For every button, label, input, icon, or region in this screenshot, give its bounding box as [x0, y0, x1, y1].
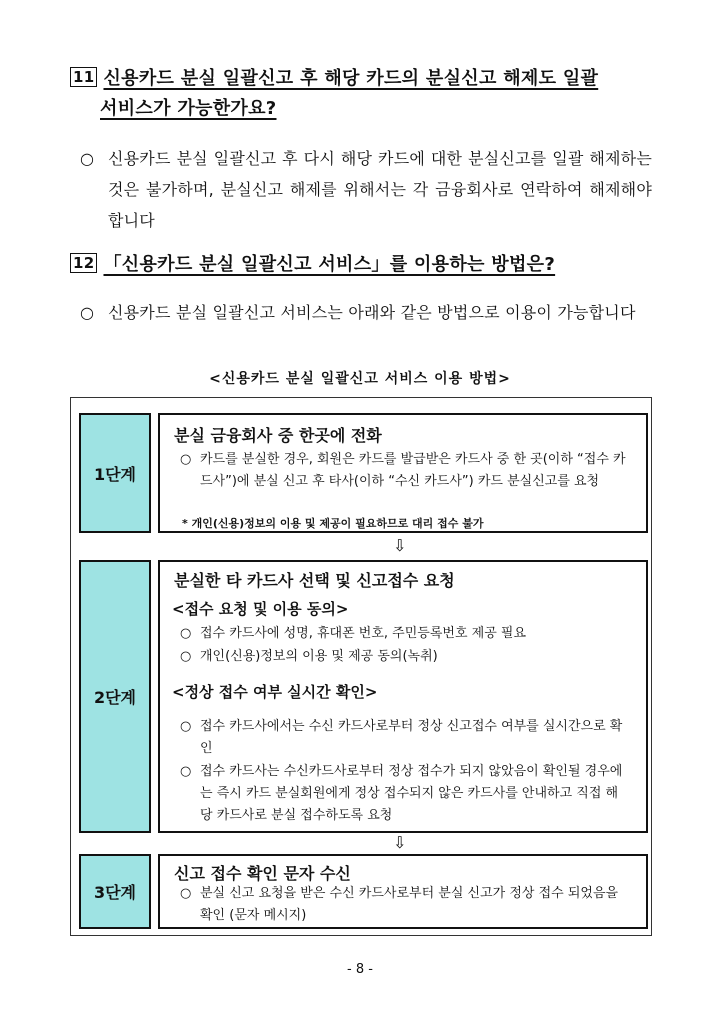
question-12-title-text: 「신용카드 분실 일괄신고 서비스」를 이용하는 방법은?: [103, 254, 556, 275]
step-2-consent-item: ○ 접수 카드사에 성명, 휴대폰 번호, 주민등록번호 제공 필요: [180, 623, 630, 645]
question-11-title-line1: 신용카드 분실 일괄신고 후 해당 카드의 분실신고 해제도 일괄: [103, 68, 599, 89]
question-number: 11: [70, 67, 97, 87]
step-1-note: * 개인(신용)정보의 이용 및 제공이 필요하므로 대리 접수 불가: [182, 517, 484, 530]
bullet-icon: ○: [80, 149, 95, 168]
question-11-title: [70, 64, 652, 124]
step-3-label: 3단계: [79, 854, 151, 929]
bullet-icon: ○: [180, 452, 192, 467]
step-2-subheading-realtime: <정상 접수 여부 실시간 확인>: [172, 683, 378, 701]
down-arrow-icon: ⇩: [393, 536, 407, 555]
step-2-subheading-consent: <접수 요청 및 이용 동의>: [172, 600, 349, 618]
step-2-consent-item: ○ 개인(신용)정보의 이용 및 제공 동의(녹취): [180, 646, 630, 668]
step-2-panel: [158, 560, 648, 833]
bullet-icon: ○: [180, 764, 192, 779]
question-12-answer: [80, 297, 652, 328]
step-3-item: ○ 분실 신고 요청을 받은 수신 카드사로부터 분실 신고가 정상 접수 되었음을 확인 (문자 메시지): [180, 883, 630, 927]
step-2-title: 분실한 타 카드사 선택 및 신고접수 요청: [174, 571, 455, 590]
step-2-label: 2단계: [79, 560, 151, 833]
down-arrow-icon: ⇩: [393, 833, 407, 852]
question-number: 12: [70, 253, 97, 273]
answer-text: 신용카드 분실 일괄신고 서비스는 아래와 같은 방법으로 이용이 가능합니다: [108, 303, 636, 322]
answer-text: 신용카드 분실 일괄신고 후 다시 해당 카드에 대한 분실신고를 일괄 해제하는 것은 불가하며, 분실신고 해제를 위해서는 각 금융회사로 연락하여 해제해야 합니다: [108, 149, 652, 230]
bullet-icon: ○: [180, 649, 192, 664]
question-12-title: [70, 250, 652, 280]
bullet-icon: ○: [180, 719, 192, 734]
bullet-icon: ○: [180, 886, 192, 901]
step-2-realtime-item: ○ 접수 카드사에서는 수신 카드사로부터 정상 신고접수 여부를 실시간으로 확인: [180, 716, 630, 760]
step-1-panel: [158, 413, 648, 533]
step-2-realtime-item: ○ 접수 카드사는 수신카드사로부터 정상 접수가 되지 않았음이 확인될 경우에는 즉시 카드 분실회원에게 정상 접수되지 않은 카드사를 안내하고 직접 해당 카드사로 분실 접수하도록 요청: [180, 761, 630, 827]
page-number: - 8 -: [347, 962, 373, 977]
step-1-title: 분실 금융회사 중 한곳에 전화: [174, 426, 382, 445]
question-11-answer: [80, 143, 652, 236]
step-3-panel: [158, 854, 648, 929]
process-caption: <신용카드 분실 일괄신고 서비스 이용 방법>: [209, 371, 511, 387]
bullet-icon: ○: [80, 303, 95, 322]
step-3-title: 신고 접수 확인 문자 수신: [174, 864, 351, 883]
step-1-label: 1단계: [79, 413, 151, 533]
question-11-title-line2: 서비스가 가능한가요?: [100, 98, 277, 119]
bullet-icon: ○: [180, 626, 192, 641]
step-1-item: ○ 카드를 분실한 경우, 회원은 카드를 발급받은 카드사 중 한 곳(이하 “접수 카드사”)에 분실 신고 후 타사(이하 “수신 카드사”) 카드 분실신고를 요청: [180, 449, 630, 493]
